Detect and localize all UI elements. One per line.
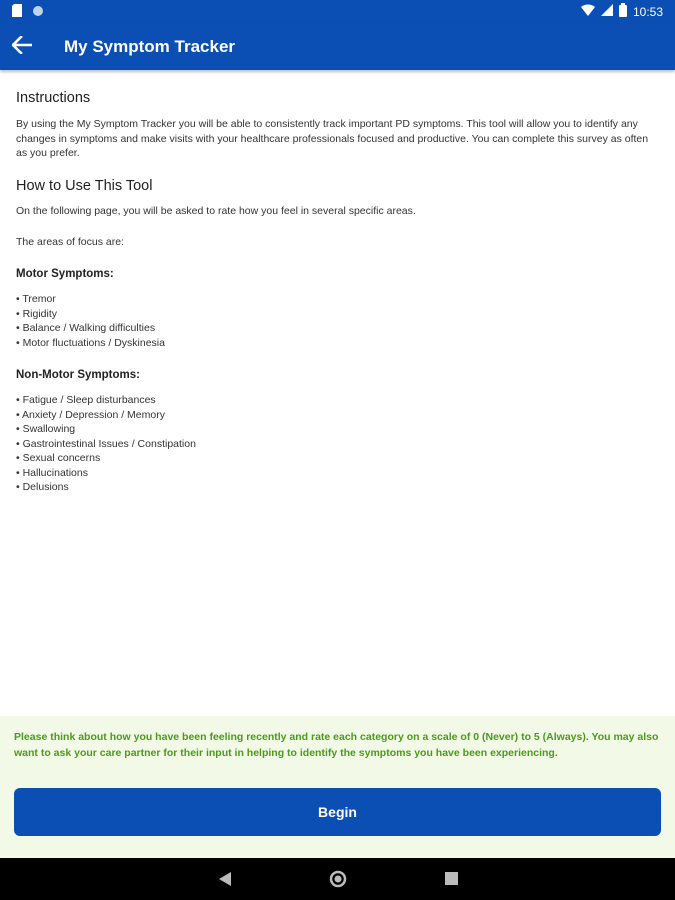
status-time: 10:53 xyxy=(632,4,663,19)
list-item: • Fatigue / Sleep disturbances xyxy=(16,393,196,408)
rating-instructions-note: Please think about how you have been feeling recently and rate each category on a scale of 0 (Never) to 5 (Always). You may also want to ask your care partner for their input in helping to identify the symptoms you have been experiencing. xyxy=(14,731,659,759)
instructions-body: By using the My Symptom Tracker you will be able to consistently track important PD symptoms. This tool will allow you to identify any changes in symptoms and make visits with your healthcare professionals focused and productive. You can complete this survey as often as you prefer. xyxy=(16,118,649,159)
how-to-use-heading: How to Use This Tool xyxy=(16,178,153,194)
system-nav-bar xyxy=(0,858,675,900)
list-item: • Swallowing xyxy=(16,422,196,437)
list-item: • Hallucinations xyxy=(16,466,196,481)
arrow-back-icon xyxy=(12,36,32,59)
back-button[interactable] xyxy=(8,33,36,61)
non-motor-heading: Non-Motor Symptoms: xyxy=(16,369,140,381)
nav-back-icon[interactable] xyxy=(218,871,232,892)
list-item: • Delusions xyxy=(16,480,196,495)
list-item: • Rigidity xyxy=(16,307,165,322)
notification-dot-icon xyxy=(32,4,44,22)
motor-list xyxy=(16,292,165,350)
list-item: • Motor fluctuations / Dyskinesia xyxy=(16,336,165,351)
list-item: • Tremor xyxy=(16,292,165,307)
begin-button[interactable]: Begin xyxy=(14,788,661,836)
app-bar xyxy=(0,24,675,70)
how-to-use-intro: On the following page, you will be asked to rate how you feel in several specific areas. xyxy=(16,205,416,217)
nav-home-icon[interactable] xyxy=(329,870,347,893)
footer-panel xyxy=(0,716,675,858)
battery-icon xyxy=(619,3,627,20)
areas-label: The areas of focus are: xyxy=(16,236,124,248)
motor-heading: Motor Symptoms: xyxy=(16,268,114,280)
sd-card-icon xyxy=(12,4,22,22)
non-motor-list xyxy=(16,393,196,495)
list-item: • Balance / Walking difficulties xyxy=(16,321,165,336)
list-item: • Sexual concerns xyxy=(16,451,196,466)
instructions-heading: Instructions xyxy=(16,90,91,106)
list-item: • Anxiety / Depression / Memory xyxy=(16,408,196,423)
status-bar xyxy=(0,0,675,24)
wifi-icon xyxy=(581,4,595,19)
list-item: • Gastrointestinal Issues / Constipation xyxy=(16,437,196,452)
nav-recents-icon[interactable] xyxy=(445,872,458,890)
signal-icon xyxy=(601,4,613,19)
page-title: My Symptom Tracker xyxy=(64,37,236,56)
